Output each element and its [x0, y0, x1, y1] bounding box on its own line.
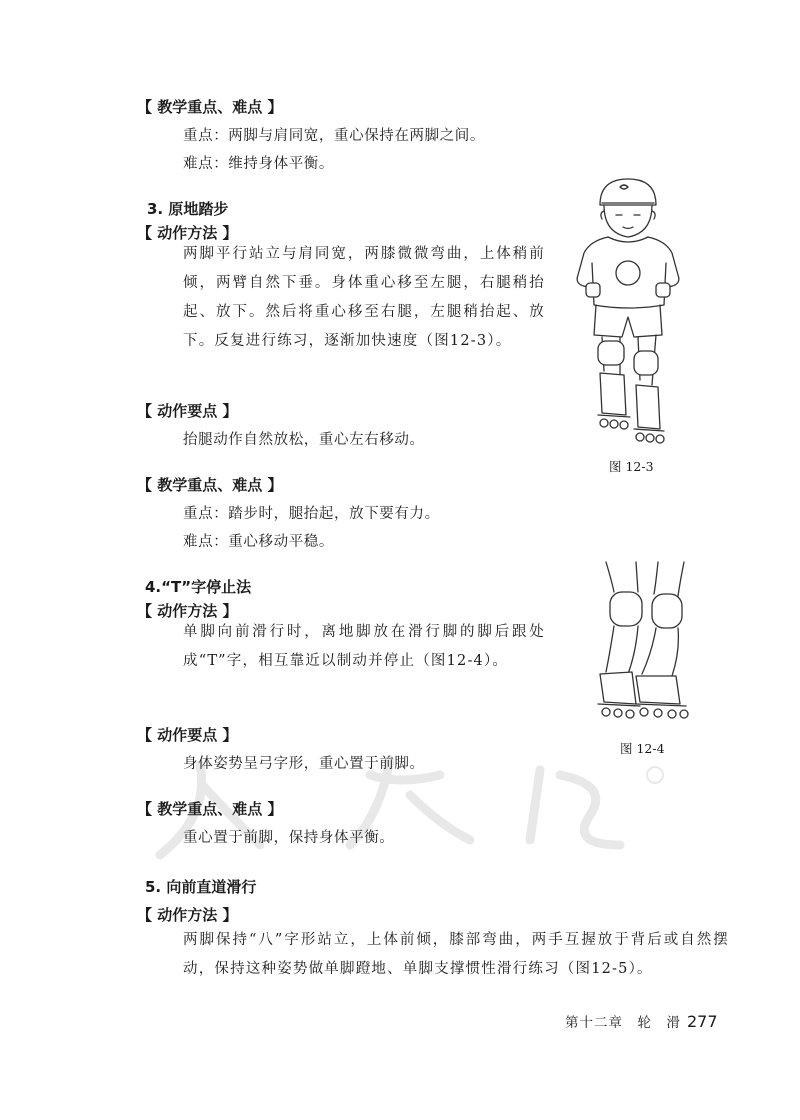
- teaching-text-4: 重心置于前脚，保持身体平衡。: [183, 830, 395, 846]
- teaching-key-3: 重点：踏步时，腿抬起，放下要有力。: [183, 506, 440, 522]
- teaching-difficulty-1: 难点：维持身体平衡。: [183, 156, 334, 172]
- teaching-key-1: 重点：两脚与肩同宽，重心保持在两脚之间。: [183, 128, 485, 144]
- teaching-heading-3: 【 教学重点、难点 】: [137, 476, 283, 494]
- page-footer: [565, 1011, 718, 1031]
- points-heading-4: 【 动作要点 】: [137, 726, 238, 744]
- figure-12-4-caption: 图 12-4: [620, 741, 665, 756]
- method-text-5: 两脚保持“八”字形站立，上体前倾，膝部弯曲，两手互握放于背后或自然摆动，保持这种姿势做单脚蹬地、单脚支撑惯性滑行练习（图12-5）。: [183, 932, 729, 977]
- teaching-heading-4: 【 教学重点、难点 】: [137, 800, 283, 818]
- teaching-difficulty-3: 难点：重心移动平稳。: [183, 534, 334, 550]
- method-heading-3: 【 动作方法 】: [137, 224, 238, 242]
- section-title-3: 3. 原地踏步: [147, 200, 229, 218]
- method-heading-4: 【 动作方法 】: [137, 602, 238, 620]
- method-text-4: 单脚向前滑行时，离地脚放在滑行脚的脚后跟处成“T”字，相互靠近以制动并停止（图12-4）。: [183, 624, 545, 669]
- points-heading-3: 【 动作要点 】: [137, 402, 238, 420]
- method-text-3: 两脚平行站立与肩同宽，两膝微微弯曲，上体稍前倾，两臂自然下垂。身体重心移至左腿，右腿稍抬起、放下。然后将重心移至右腿，左腿稍抬起、放下。反复进行练习，逐渐加快速度（图12-3）。: [183, 246, 545, 349]
- figure-12-3-illustration: [568, 175, 688, 450]
- footer-chapter: 第十二章 轮 滑: [565, 1015, 681, 1031]
- figure-12-4-illustration: [596, 562, 696, 732]
- points-text-3: 抬腿动作自然放松，重心左右移动。: [183, 432, 425, 448]
- section-title-4: 4.“T”字停止法: [145, 578, 252, 596]
- page-number: 277: [687, 1012, 718, 1031]
- method-heading-5: 【 动作方法 】: [137, 906, 238, 924]
- figure-12-3-caption: 图 12-3: [609, 459, 654, 474]
- teaching-heading-1: 【 教学重点、难点 】: [137, 98, 283, 116]
- points-text-4: 身体姿势呈弓字形，重心置于前脚。: [183, 756, 425, 772]
- section-title-5: 5. 向前直道滑行: [145, 878, 257, 896]
